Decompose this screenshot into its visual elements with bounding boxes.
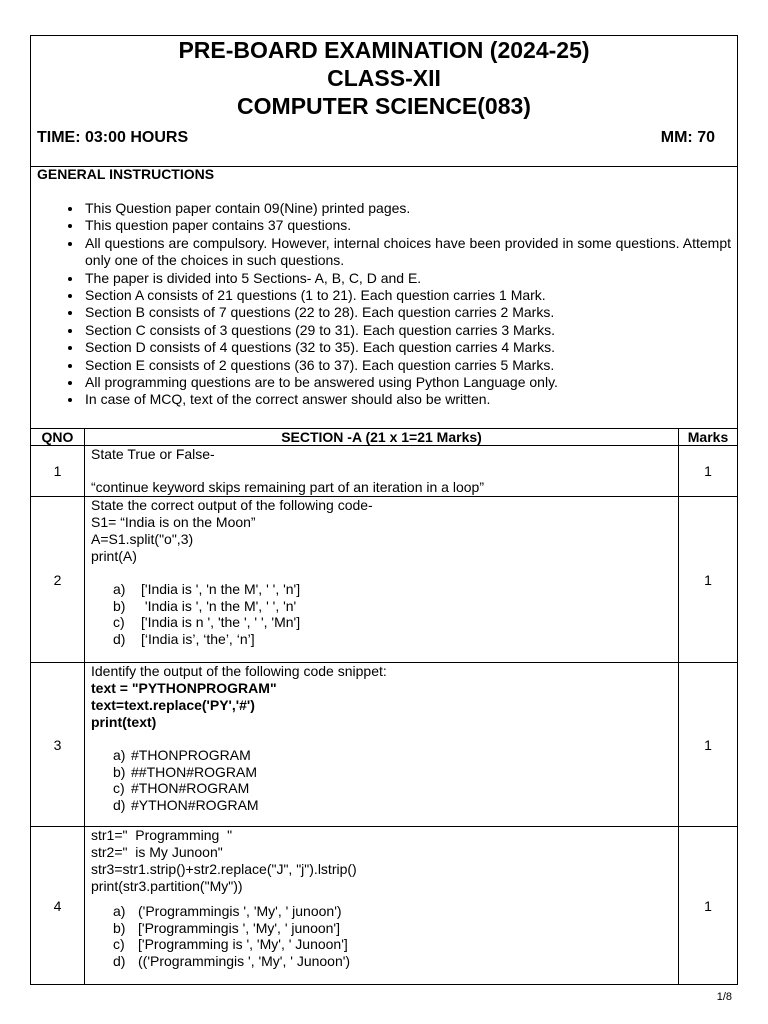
question-number: 1 — [31, 446, 85, 496]
option-label: a) — [113, 747, 126, 763]
page-number: 1/8 — [716, 991, 732, 1003]
instruction-item: • Section A consists of 21 questions (1 to 21). Each question carries 1 Mark. — [83, 287, 731, 304]
question-number: 2 — [31, 497, 85, 662]
option-label: b) — [113, 919, 126, 936]
instructions-title: GENERAL INSTRUCTIONS — [37, 166, 215, 182]
code-line: str2=" is My Junoon" — [91, 844, 223, 860]
general-instructions — [31, 166, 737, 429]
max-marks-label: MM: 70 — [660, 129, 715, 146]
question-body — [85, 446, 679, 496]
instruction-item: • In case of MCQ, text of the correct answer should also be written. — [83, 391, 731, 408]
option-item — [113, 747, 259, 764]
option-item — [113, 631, 300, 648]
option-label: c) — [113, 614, 125, 631]
class-title: CLASS-XII — [327, 65, 441, 91]
instruction-item: • The paper is divided into 5 Sections- A, B, C, D and E. — [83, 270, 731, 287]
instruction-item: • All programming questions are to be answered using Python Language only. — [83, 374, 731, 391]
option-text: ##THON#ROGRAM — [131, 763, 258, 780]
code-line: str1=" Programming " — [91, 827, 233, 843]
instruction-item: • Section E consists of 2 questions (36 to 37). Each question carries 5 Marks. — [83, 357, 731, 374]
question-row-1 — [31, 446, 737, 497]
question-marks: 1 — [704, 736, 712, 753]
question-row-3 — [31, 663, 737, 827]
option-item — [113, 614, 300, 631]
option-label: b) — [113, 763, 126, 780]
code-line: text=text.replace('PY','#') — [91, 697, 255, 713]
option-text: #YTHON#ROGRAM — [131, 796, 259, 813]
qno-header: QNO — [31, 428, 85, 445]
option-text: (('Programmingis ', 'My', ' Junoon') — [138, 952, 351, 969]
option-label: a) — [113, 903, 126, 919]
question-body — [85, 663, 679, 826]
instruction-item: • Section B consists of 7 questions (22 to 28). Each question carries 2 Marks. — [83, 304, 731, 321]
question-line: “continue keyword skips remaining part of an iteration in a loop” — [91, 479, 484, 495]
code-line: print(text) — [91, 714, 157, 730]
option-text: ['Programming is ', 'My', ' Junoon'] — [138, 936, 348, 953]
marks-header: Marks — [687, 428, 729, 445]
question-marks: 1 — [704, 571, 712, 588]
exam-paper-frame — [30, 35, 738, 985]
question-line: Identify the output of the following code snippet: — [91, 663, 387, 679]
question-body — [85, 827, 679, 985]
option-label: d) — [113, 630, 126, 647]
code-line: print(A) — [91, 548, 137, 564]
option-item — [113, 780, 259, 797]
exam-title: PRE-BOARD EXAMINATION (2024-25) — [178, 37, 590, 63]
code-line: A=S1.split("o",3) — [91, 531, 194, 547]
instructions-list — [31, 200, 737, 409]
option-item — [113, 581, 300, 598]
option-item — [113, 797, 259, 814]
answer-options — [113, 747, 259, 813]
option-item — [113, 936, 350, 953]
paper-header — [31, 36, 737, 167]
answer-options — [113, 903, 350, 969]
code-line: print(str3.partition("My")) — [91, 878, 243, 894]
table-header-row — [31, 428, 737, 446]
subject-title: COMPUTER SCIENCE(083) — [237, 93, 531, 119]
question-marks: 1 — [704, 898, 712, 914]
option-label: d) — [113, 796, 126, 813]
instruction-item: • All questions are compulsory. However, internal choices have been provided in some questions. Attempt only one of the choices in such questions. — [83, 235, 731, 270]
option-text: ['Programmingis ', 'My', ' junoon'] — [138, 919, 340, 936]
question-number: 3 — [31, 663, 85, 826]
option-label: a) — [113, 581, 126, 597]
question-line: State True or False- — [91, 446, 215, 462]
option-label: d) — [113, 952, 126, 969]
option-item — [113, 903, 350, 920]
option-label: c) — [113, 780, 125, 797]
option-text: ['India is ', 'n the M', ' ', 'n'] — [141, 581, 301, 597]
code-line: str3=str1.strip()+str2.replace("J", "j").lstrip() — [91, 861, 357, 877]
time-label: TIME: 03:00 HOURS — [37, 129, 189, 146]
option-label: c) — [113, 936, 125, 953]
question-number: 4 — [31, 827, 85, 985]
option-text: ['India is n ', 'the ', ' ', 'Mn'] — [141, 614, 301, 631]
option-text: [‘India is’, ‘the’, ‘n’] — [141, 630, 255, 647]
code-line: text = "PYTHONPROGRAM" — [91, 680, 277, 696]
instruction-item: • This question paper contains 37 questions. — [83, 217, 731, 234]
instruction-item: • Section C consists of 3 questions (29 to 31). Each question carries 3 Marks. — [83, 322, 731, 339]
option-item — [113, 920, 350, 937]
option-text: #THON#ROGRAM — [131, 780, 250, 797]
question-row-2 — [31, 497, 737, 663]
code-line: S1= “India is on the Moon” — [91, 514, 256, 530]
option-label: b) — [113, 597, 126, 614]
answer-options — [113, 581, 300, 647]
option-item — [113, 764, 259, 781]
instruction-item: • Section D consists of 4 questions (32 to 35). Each question carries 4 Marks. — [83, 339, 731, 356]
question-body — [85, 497, 679, 662]
option-text: #THONPROGRAM — [131, 747, 251, 763]
section-header: SECTION -A (21 x 1=21 Marks) — [85, 428, 679, 445]
option-text: ('Programmingis ', 'My', ' junoon') — [138, 903, 342, 919]
option-item — [113, 953, 350, 970]
question-row-4 — [31, 827, 737, 985]
instruction-item: • This Question paper contain 09(Nine) printed pages. — [83, 200, 731, 217]
option-text: 'India is ', 'n the M', ' ', 'n' — [141, 597, 297, 614]
question-line: State the correct output of the following code- — [91, 497, 373, 513]
option-item — [113, 598, 300, 615]
question-marks: 1 — [704, 463, 712, 479]
